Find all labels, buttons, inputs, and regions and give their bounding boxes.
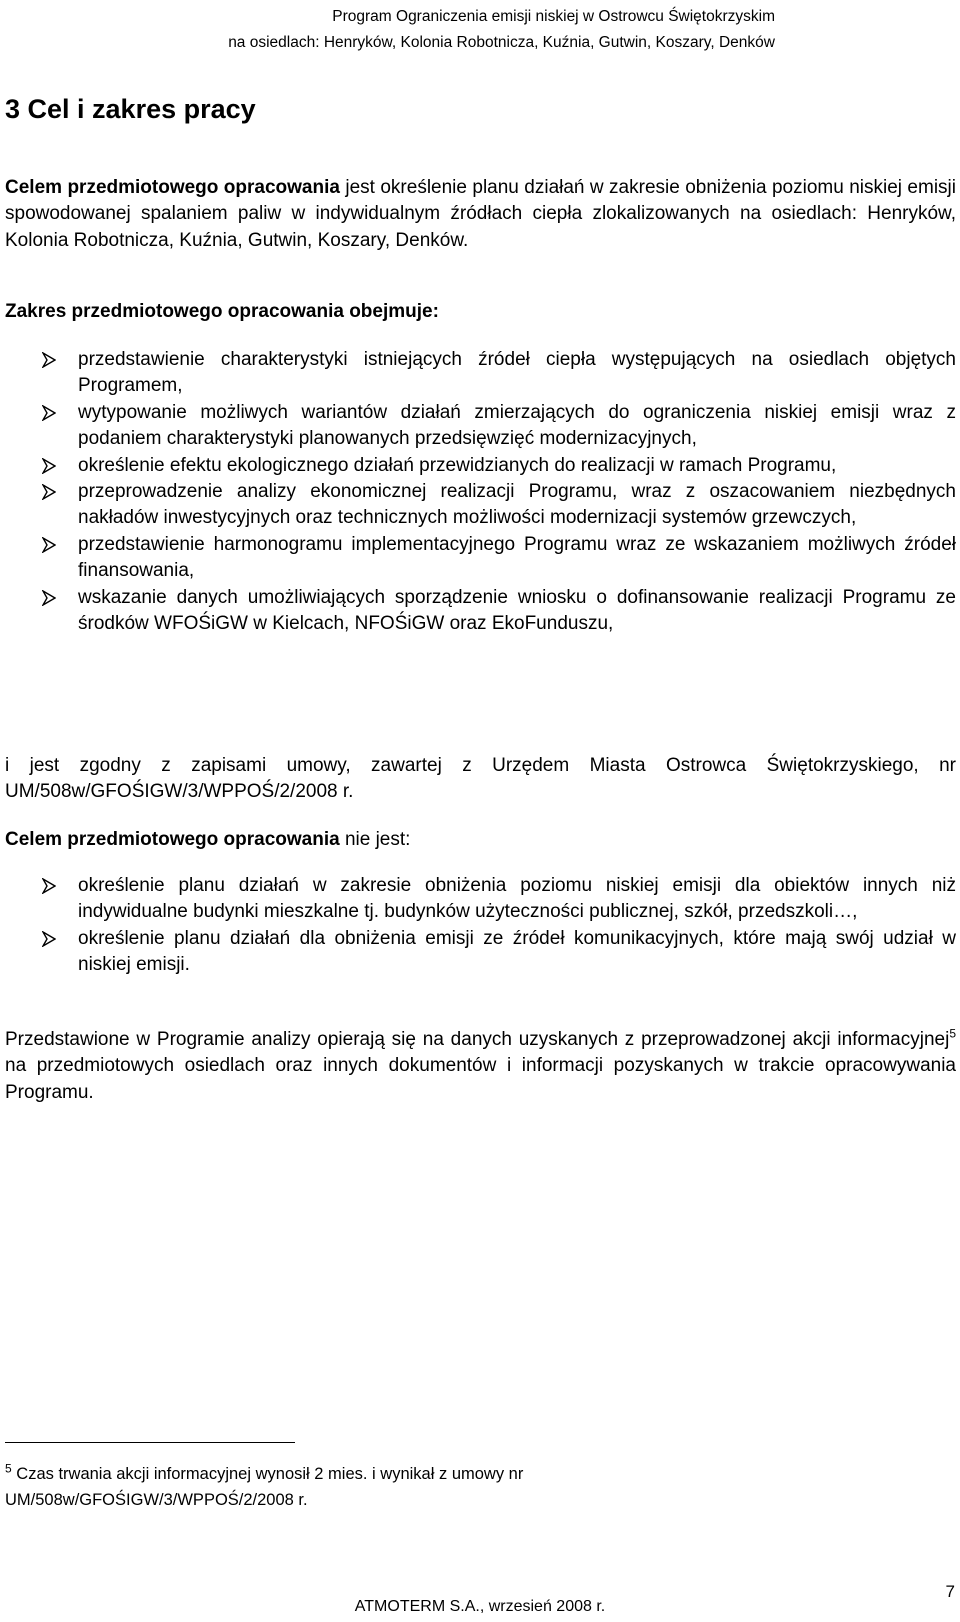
arrow-bullet-icon (42, 352, 56, 368)
footnote-number: 5 (5, 1461, 12, 1476)
list-item (5, 400, 956, 453)
list-item-text: przedstawienie charakterystyki istniejących źródeł ciepła występujących na osiedlach objętych Programem, (78, 349, 956, 397)
list-item (5, 926, 956, 979)
sources-text-2: na przedmiotowych osiedlach oraz innych dokumentów i informacji pozyskanych w trakcie opracowywania Programu. (5, 1055, 956, 1103)
arrow-bullet-icon (42, 405, 56, 421)
arrow-bullet-icon (42, 458, 56, 474)
list-item (5, 347, 956, 400)
list-item-text: przedstawienie harmonogramu implementacyjnego Programu wraz ze wskazaniem możliwych źródeł finansowania, (78, 533, 956, 582)
header-line-1: Program Ograniczenia emisji niskiej w Ostrowcu Świętokrzyskim (332, 8, 775, 25)
section-title: 3 Cel i zakres pracy (5, 94, 256, 124)
list-item (5, 453, 956, 479)
page-number: 7 (945, 1582, 955, 1601)
arrow-bullet-icon (42, 537, 56, 553)
footnote-divider (5, 1442, 295, 1443)
intro-bold: Celem przedmiotowego opracowania (5, 177, 340, 198)
footnote-text: Czas trwania akcji informacyjnej wynosił 2 mies. i wynikał z umowy nr UM/508w/GFOŚIGW/3/WPPOŚ/2/2008 r. (5, 1465, 524, 1509)
page-header (0, 4, 960, 56)
sources-text-1: Przedstawione w Programie analizy opierają się na danych uzyskanych z przeprowadzonej akcji informacyjnej (5, 1029, 950, 1050)
arrow-bullet-icon (42, 484, 56, 500)
list-item (5, 479, 956, 532)
scope-list (5, 347, 956, 637)
list-item (5, 585, 956, 638)
footnote-reference[interactable]: 5 (949, 1026, 956, 1041)
not-scope-list (5, 873, 956, 979)
page-footer: ATMOTERM S.A., wrzesień 2008 r. (354, 1598, 606, 1615)
not-scope-text: nie jest: (339, 829, 411, 850)
list-item-text: wytypowanie możliwych wariantów działań zmierzających do ograniczenia niskiej emisji wraz z podaniem charakterystyki planowanych przedsięwzięć modernizacyjnych, (78, 401, 956, 450)
not-scope-heading (5, 827, 956, 853)
arrow-bullet-icon (42, 590, 56, 606)
arrow-bullet-icon (42, 878, 56, 894)
list-item-text: wskazanie danych umożliwiających sporządzenie wniosku o dofinansowanie realizacji Programu ze środków WFOŚiGW w Kielcach, NFOŚiGW oraz EkoFunduszu, (78, 586, 956, 635)
list-item-text: przeprowadzenie analizy ekonomicznej realizacji Programu, wraz z oszacowaniem niezbędnych nakładów inwestycyjnych oraz technicznych możliwości modernizacji systemów grzewczych, (78, 481, 956, 529)
agreement-paragraph: i jest zgodny z zapisami umowy, zawartej z Urzędem Miasta Ostrowca Świętokrzyskiego, nr UM/508w/GFOŚIGW/3/WPPOŚ/2/2008 r. (5, 755, 956, 803)
list-item (5, 532, 956, 585)
intro-text: jest określenie planu działań w zakresie obniżenia poziomu niskiej emisji spowodowanej spalaniem paliw w indywidualnym źródłach ciepła zlokalizowanych na osiedlach: Henryków, Kolonia Robotnicza, Kuźnia, Gutwin, Koszary, Denków. (5, 177, 956, 251)
list-item-text: określenie efektu ekologicznego działań przewidzianych do realizacji w ramach Programu, (78, 454, 837, 476)
scope-heading: Zakres przedmiotowego opracowania obejmuje: (5, 301, 439, 322)
list-item-text: określenie planu działań w zakresie obniżenia poziomu niskiej emisji dla obiektów innych niż indywidualne budynki mieszkalne tj. budynków użyteczności publicznej, szkół, przedszkoli…, (78, 875, 956, 923)
list-item (5, 873, 956, 926)
list-item-text: określenie planu działań dla obniżenia emisji ze źródeł komunikacyjnych, które mają swój udział w niskiej emisji. (78, 927, 956, 976)
not-scope-bold: Celem przedmiotowego opracowania (5, 829, 340, 850)
arrow-bullet-icon (42, 931, 56, 947)
sources-paragraph (5, 1027, 956, 1106)
footnote (5, 1461, 705, 1513)
intro-paragraph (5, 175, 956, 254)
header-line-2: na osiedlach: Henryków, Kolonia Robotnicza, Kuźnia, Gutwin, Koszary, Denków (228, 34, 775, 51)
